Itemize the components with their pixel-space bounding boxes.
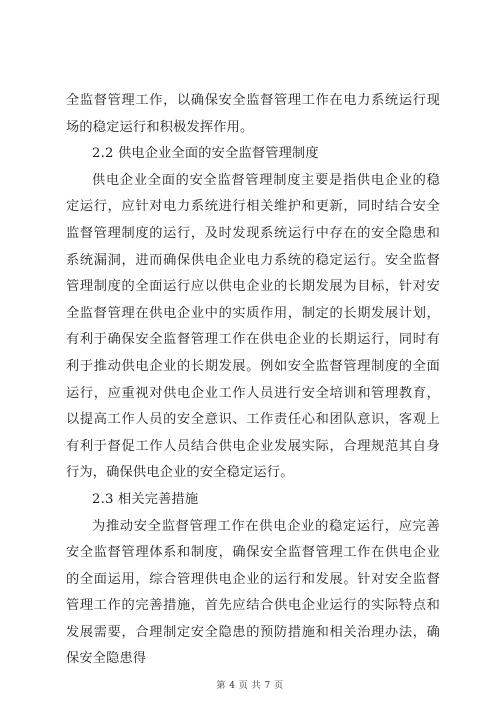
- section-heading: 2.2 供电企业全面的安全监督管理制度: [92, 146, 319, 162]
- body-paragraph: 为推动安全监督管理工作在供电企业的稳定运行，应完善安全监督管理体系和制度，确保安全监督管理工作在供电企业的全面运用，综合管理供电企业的运行和发展。针对安全监督管理工作的完善措施，首先应结合供电企业运行的实际特点和发展需要，合理制定安全隐患的预防措施和相关治理办法，确保安全隐患得: [66, 518, 440, 667]
- page-footer: 第 4 页 共 7 页: [216, 681, 284, 691]
- body-paragraph: 全监督管理工作，以确保安全监督管理工作在电力系统运行现场的稳定运行和积极发挥作用。: [66, 93, 440, 135]
- document-body: [66, 88, 440, 673]
- body-paragraph: 供电企业全面的安全监督管理制度主要是指供电企业的稳定运行，应针对电力系统进行相关维护和更新，同时结合安全监督管理制度的运行，及时发现系统运行中存在的安全隐患和系统漏洞，进而确保供电企业电力系统的稳定运行。安全监督管理制度的全面运行应以供电企业的长期发展为目标，针对安全监督管理在供电企业中的实质作用，制定的长期发展计划，有利于确保安全监督管理工作在供电企业的长期运行，同时有利于推动供电企业的长期发展。例如安全监督管理制度的全面运行，应重视对供电企业工作人员进行安全培训和管理教育，以提高工作人员的安全意识、工作责任心和团队意识，客观上有利于督促工作人员结合供电企业发展实际，合理规范其自身行为，确保供电企业的安全稳定运行。: [66, 172, 440, 481]
- section-heading: 2.3 相关完善措施: [92, 491, 199, 507]
